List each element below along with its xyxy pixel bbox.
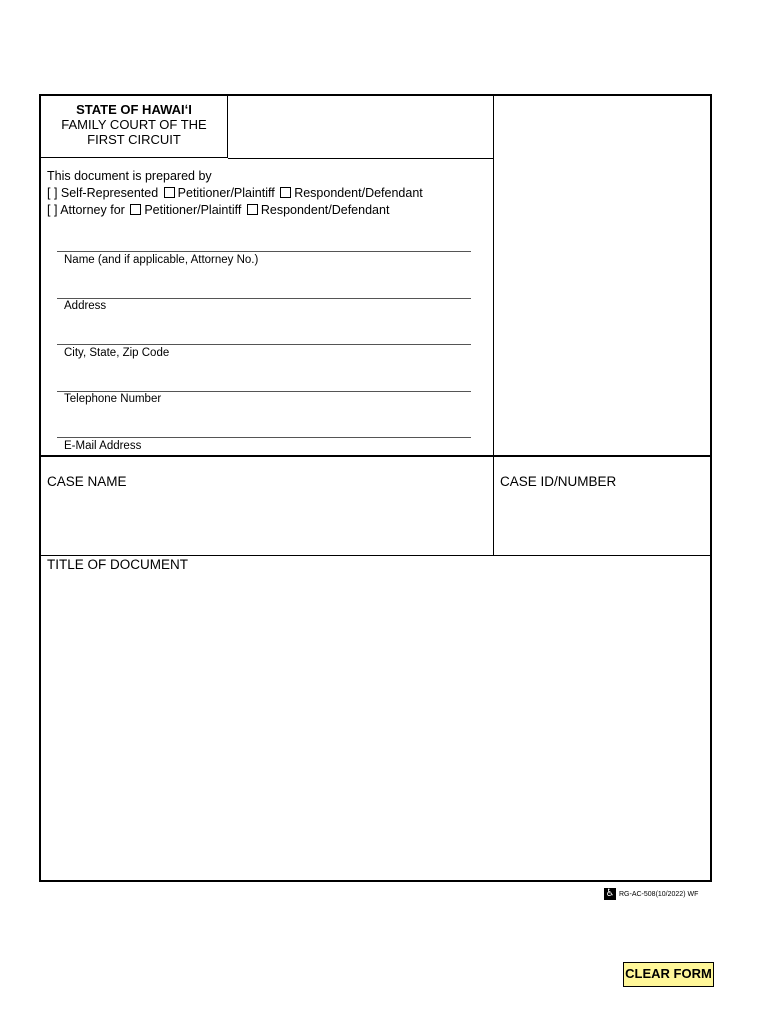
self-petitioner-label: Petitioner/Plaintiff [177, 186, 275, 200]
attorney-option[interactable]: [ ] Attorney for [47, 203, 125, 217]
case-id-label: CASE ID/NUMBER [500, 474, 617, 489]
attorney-row [47, 202, 423, 219]
email-field[interactable] [57, 437, 471, 438]
city-label: City, State, Zip Code [64, 347, 170, 359]
case-divider [41, 455, 710, 457]
prepared-by-section [47, 168, 423, 219]
phone-label: Telephone Number [64, 393, 162, 405]
email-label: E-Mail Address [64, 440, 142, 452]
title-divider [41, 555, 710, 556]
prepared-by-intro: This document is prepared by [47, 169, 212, 183]
court-header [41, 96, 228, 158]
document-title-label: TITLE OF DOCUMENT [47, 557, 188, 572]
state-name: STATE OF HAWAIʻI [76, 102, 192, 117]
address-field[interactable] [57, 298, 471, 299]
name-label: Name (and if applicable, Attorney No.) [64, 254, 259, 266]
self-represented-row [47, 185, 423, 202]
self-represented-option[interactable]: [ ] Self-Represented [47, 186, 159, 200]
court-form [39, 94, 712, 882]
name-field[interactable] [57, 251, 471, 252]
case-name-label: CASE NAME [47, 474, 127, 489]
self-respondent-checkbox[interactable] [280, 187, 291, 198]
address-label: Address [64, 300, 107, 312]
attorney-respondent-checkbox[interactable] [247, 204, 258, 215]
attorney-respondent-label: Respondent/Defendant [260, 203, 390, 217]
accessibility-icon: ♿ [605, 888, 615, 899]
phone-field[interactable] [57, 391, 471, 392]
form-code-text: RG-AC-508(10/2022) WF [619, 890, 699, 898]
clear-form-button[interactable]: CLEAR FORM [623, 962, 714, 987]
form-code [604, 888, 698, 900]
header-divider [228, 158, 493, 159]
right-column-divider [493, 96, 494, 556]
circuit-name: FIRST CIRCUIT [87, 132, 181, 147]
court-name: FAMILY COURT OF THE [61, 117, 207, 132]
attorney-petitioner-checkbox[interactable] [130, 204, 141, 215]
self-respondent-label: Respondent/Defendant [294, 186, 423, 200]
city-field[interactable] [57, 344, 471, 345]
self-petitioner-checkbox[interactable] [164, 187, 175, 198]
attorney-petitioner-label: Petitioner/Plaintiff [144, 203, 242, 217]
